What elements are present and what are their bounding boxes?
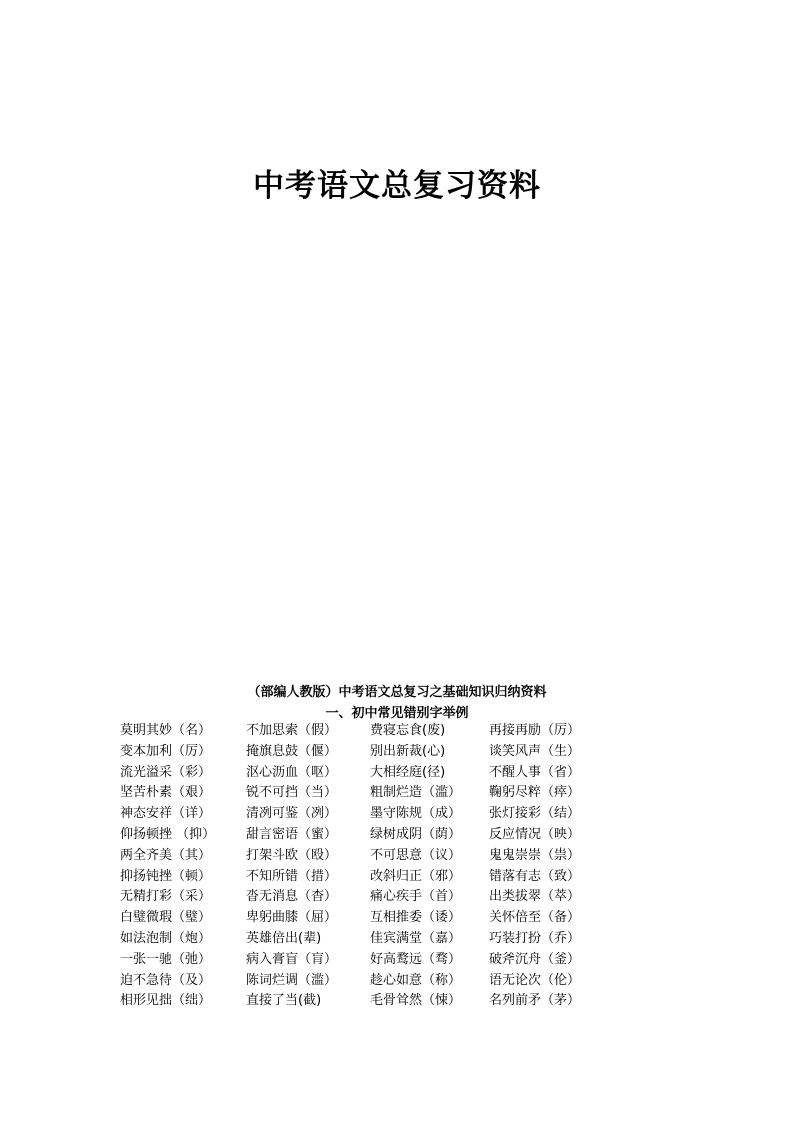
typo-example-item: 痛心疾手（首） xyxy=(370,889,462,905)
typo-example-item: 墨守陈规（成） xyxy=(370,806,462,822)
typo-example-item: 无精打彩（采） xyxy=(120,889,212,905)
typo-example-item: 直接了当(截) xyxy=(246,993,322,1009)
typo-example-item: 病入膏盲（肓） xyxy=(246,951,338,967)
typo-example-item: 破斧沉舟（釜） xyxy=(489,951,581,967)
typo-example-item: 关怀倍至（备） xyxy=(489,910,581,926)
typo-example-item: 大相经庭(径) xyxy=(370,764,446,780)
typo-example-item: 卑躬曲膝（屈） xyxy=(246,910,338,926)
typo-example-item: 佳宾满堂（嘉） xyxy=(370,930,462,946)
typo-example-item: 迫不急待（及） xyxy=(120,972,212,988)
typo-example-item: 陈词烂调（滥） xyxy=(246,972,338,988)
section-subheading: 一、初中常见错别字举例 xyxy=(325,706,469,721)
typo-example-item: 英雄倍出(辈) xyxy=(246,930,322,946)
typo-example-item: 不可思意（议） xyxy=(370,847,462,863)
typo-example-item: 毛骨耸然（悚） xyxy=(370,993,462,1009)
typo-example-item: 莫明其妙（名） xyxy=(120,723,212,738)
typo-example-item: 如法泡制（炮） xyxy=(120,930,212,946)
typo-example-item: 甜言密语（蜜） xyxy=(246,826,338,842)
typo-example-item: 别出新裁(心) xyxy=(370,743,446,759)
typo-example-item: 沤心沥血（呕） xyxy=(246,764,338,780)
typo-example-item: 不醒人事（省） xyxy=(489,764,581,780)
typo-example-item: 名列前矛（茅） xyxy=(489,993,581,1009)
typo-example-item: 不知所错（措） xyxy=(246,868,338,884)
typo-example-item: 打架斗欧（殴） xyxy=(246,847,338,863)
typo-example-item: 不加思索（假） xyxy=(246,723,338,738)
typo-example-item: 清冽可鉴（冽） xyxy=(246,806,338,822)
section-heading: （部编人教版）中考语文总复习之基础知识归纳资料 xyxy=(247,685,547,700)
typo-example-item: 再接再励（厉） xyxy=(489,723,581,738)
typo-example-item: 白璧微瑕（璧） xyxy=(120,910,212,926)
typo-example-item: 鞠躬尽粹（瘁） xyxy=(489,785,581,801)
typo-example-item: 谈笑风声（生） xyxy=(489,743,581,759)
typo-example-item: 神态安祥（详） xyxy=(120,806,212,822)
typo-example-item: 掩旗息鼓（偃） xyxy=(246,743,338,759)
typo-example-item: 仰扬顿挫 （抑） xyxy=(120,826,216,842)
typo-example-item: 反应情况（映） xyxy=(489,826,581,842)
typo-example-item: 粗制烂造（滥） xyxy=(370,785,462,801)
typo-example-grid xyxy=(120,721,600,1012)
typo-example-item: 费寝忘食(废) xyxy=(370,723,446,738)
typo-example-item: 语无论次（伦） xyxy=(489,972,581,988)
typo-example-item: 改斜归正（邪） xyxy=(370,868,462,884)
typo-example-item: 相形见拙（绌） xyxy=(120,993,212,1009)
typo-example-item: 张灯接彩（结） xyxy=(489,806,581,822)
typo-example-item: 沓无消息（杳） xyxy=(246,889,338,905)
typo-example-item: 错落有志（致） xyxy=(489,868,581,884)
typo-example-item: 鬼鬼崇崇（祟） xyxy=(489,847,581,863)
typo-example-item: 好高鹜远（骛） xyxy=(370,951,462,967)
typo-example-item: 坚苦朴素（艰） xyxy=(120,785,212,801)
typo-example-item: 巧装打扮（乔） xyxy=(489,930,581,946)
typo-example-item: 流光溢采（彩） xyxy=(120,764,212,780)
typo-example-item: 绿树成阴（荫） xyxy=(370,826,462,842)
typo-example-item: 出类拔翠（萃） xyxy=(489,889,581,905)
typo-example-item: 一张一驰（弛） xyxy=(120,951,212,967)
typo-example-item: 变本加利（厉） xyxy=(120,743,212,759)
typo-example-item: 抑扬钝挫（顿） xyxy=(120,868,212,884)
document-title: 中考语文总复习资料 xyxy=(253,168,541,204)
typo-example-item: 趁心如意（称） xyxy=(370,972,462,988)
typo-example-item: 锐不可挡（当） xyxy=(246,785,338,801)
typo-example-item: 两全齐美（其） xyxy=(120,847,212,863)
typo-example-item: 互相推委（诿） xyxy=(370,910,462,926)
